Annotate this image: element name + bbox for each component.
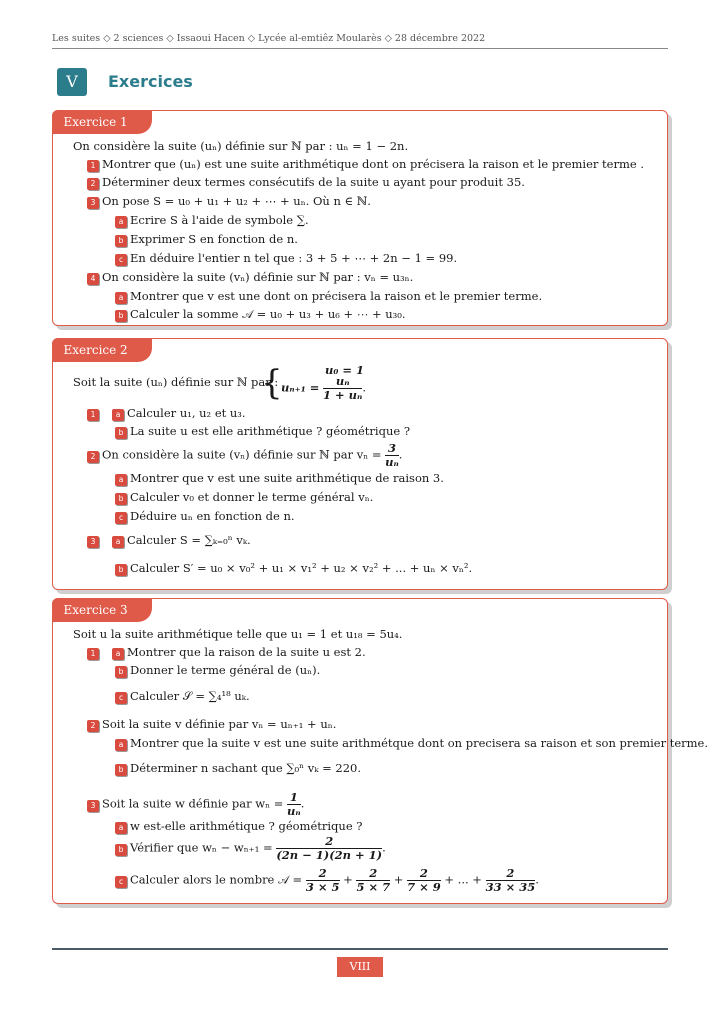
- ex2-intro: Soit la suite (uₙ) définie sur ℕ par :: [73, 375, 279, 389]
- exercise-1-box: [52, 110, 668, 326]
- ex2-q2c-text: Déduire uₙ en fonction de n.: [130, 509, 295, 523]
- letter-badge: a: [115, 292, 127, 304]
- ex1-q4a: [115, 289, 542, 304]
- letter-badge: a: [115, 739, 127, 751]
- ex1-intro: On considère la suite (uₙ) définie sur ℕ par : uₙ = 1 − 2n.: [73, 139, 409, 153]
- ex3-q3c-ellipsis: + ... +: [444, 872, 482, 887]
- exercise-3-title: Exercice 3: [52, 598, 152, 622]
- term-num: 2: [486, 867, 536, 881]
- letter-badge: a: [115, 822, 127, 834]
- ex3-q2a-text: Montrer que la suite v est une suite arithmétque dont on precisera sa raison et son premier terme.: [130, 736, 709, 750]
- letter-badge: b: [115, 844, 127, 856]
- ex3-q2b-text: Déterminer n sachant que ∑₀ⁿ vₖ = 220.: [130, 761, 362, 775]
- ex3-intro: Soit u la suite arithmétique telle que u₁ = 1 et u₁₈ = 5u₄.: [73, 627, 403, 641]
- term-den: 3 × 5: [305, 880, 340, 894]
- ex1-q2-text: Déterminer deux termes consécutifs de la suite u ayant pour produit 35.: [102, 175, 525, 189]
- term-den: 7 × 9: [407, 880, 441, 894]
- ex2-sys-lhs: uₙ₊₁ =: [281, 380, 320, 395]
- num-badge: 1: [87, 409, 99, 421]
- ex1-q3a-text: Ecrire S à l'aide de symbole ∑.: [130, 213, 309, 227]
- ex3-q1b-text: Donner le terme général de (uₙ).: [130, 663, 321, 677]
- exercise-3-box: [52, 598, 709, 904]
- ex3-q3c-term: [306, 867, 340, 894]
- term-num: 2: [407, 867, 441, 881]
- letter-badge: b: [115, 564, 127, 576]
- ex1-q1-text: Montrer que (uₙ) est une suite arithmétique dont on précisera la raison et le premier terme .: [102, 157, 644, 171]
- ex2-q1b: [115, 424, 410, 439]
- letter-badge: b: [115, 427, 127, 439]
- ex3-q3c-term: [486, 867, 536, 894]
- footer-rule: [52, 948, 668, 950]
- num-badge: 4: [87, 273, 99, 285]
- num-badge: 1: [87, 160, 99, 172]
- ex2-q1b-text: La suite u est elle arithmétique ? géométrique ?: [130, 424, 410, 438]
- page-number: VIII: [337, 957, 383, 977]
- ex3-q3-text: Soit la suite w définie par wₙ =: [102, 796, 284, 811]
- ex2-sys-den: 1 + uₙ: [323, 388, 363, 402]
- ex3-q3b-text: Vérifier que wₙ − wₙ₊₁ =: [130, 840, 273, 855]
- ex3-q1a-text: Montrer que la raison de la suite u est 2.: [127, 645, 366, 659]
- ex3-q1c: [115, 689, 250, 704]
- ex3-q3-frac: [287, 791, 301, 818]
- ex2-q2: 2 On considère la suite (vₙ) définie sur ℕ par vₙ = $\frac{3}{\text{uₙ}}$ .: [87, 442, 402, 469]
- header-rule: [52, 48, 668, 49]
- ex3-q3a: [115, 819, 362, 834]
- ex1-q3c: [115, 251, 457, 266]
- section-number-badge: V: [57, 68, 87, 96]
- num-badge: 3: [87, 197, 99, 209]
- num-badge: 3: [87, 800, 99, 812]
- ex1-q2: [87, 175, 525, 190]
- ex3-q3c-text: Calculer alors le nombre 𝒜 =: [130, 872, 303, 887]
- ex2-q1a: [87, 406, 246, 421]
- ex2-q3b: [115, 561, 472, 576]
- ex2-q2-num: 3: [385, 442, 399, 456]
- ex1-q4b: [115, 307, 406, 322]
- ex1-q3a: [115, 213, 309, 228]
- ex3-q3b: b Vérifier que wₙ − wₙ₊₁ = $\frac{2}{(2n - 1)(2n + 1)}$ .: [115, 835, 386, 862]
- exercise-1-title: Exercice 1: [52, 110, 152, 134]
- letter-badge: a: [115, 474, 127, 486]
- ex1-q4-text: On considère la suite (vₙ) définie sur ℕ par : vₙ = u₃ₙ.: [102, 270, 414, 284]
- letter-badge: a: [112, 536, 124, 548]
- ex1-q3b: [115, 232, 298, 247]
- ex2-q2c: [115, 509, 295, 524]
- term-den: 5 × 7: [356, 880, 391, 894]
- ex2-q2-frac: [385, 442, 399, 469]
- ex3-q1b: [115, 663, 320, 678]
- letter-badge: b: [115, 666, 127, 678]
- ex3-q3b-frac: [276, 835, 382, 862]
- num-badge: 2: [87, 178, 99, 190]
- ex2-q3b-text: Calculer S′ = u₀ × v₀² + u₁ × v₁² + u₂ × v₂² + ... + uₙ × vₙ².: [130, 561, 473, 575]
- ex2-q2-text: On considère la suite (vₙ) définie sur ℕ par vₙ =: [102, 447, 382, 462]
- ex1-q4: [87, 270, 413, 285]
- ex3-q1c-text: Calculer 𝒮 = ∑₄¹⁸ uₖ.: [130, 689, 250, 703]
- ex3-q3b-num: 2: [276, 835, 382, 849]
- page-header: Les suites ◇ 2 sciences ◇ Issaoui Hacen ◇ Lycée al-emtiêz Moularès ◇ 28 décembre 2022: [52, 33, 486, 44]
- brace: {: [261, 363, 283, 403]
- ex1-q4b-text: Calculer la somme 𝒜 = u₀ + u₃ + u₆ + ⋯ + u₃₀.: [130, 307, 406, 321]
- ex3-q3: 3 Soit la suite w définie par wₙ = $\frac{1}{\text{uₙ}}$ .: [87, 791, 304, 818]
- letter-badge: a: [112, 409, 124, 421]
- letter-badge: a: [115, 216, 127, 228]
- ex3-q3-den: uₙ: [287, 804, 301, 818]
- letter-badge: b: [115, 235, 127, 247]
- ex2-sys-recurrence: uₙ₊₁ = $\frac{\text{uₙ}}{\text{1 + uₙ}}$ .: [281, 374, 366, 402]
- term-num: 2: [306, 867, 340, 881]
- exercise-2-title: Exercice 2: [52, 338, 152, 362]
- ex2-sys-u0: u₀ = 1: [325, 363, 365, 377]
- letter-badge: c: [115, 876, 127, 888]
- ex2-q1a-text: Calculer u₁, u₂ et u₃.: [127, 406, 246, 420]
- ex1-q3b-text: Exprimer S en fonction de n.: [130, 232, 298, 246]
- letter-badge: c: [115, 254, 127, 266]
- letter-badge: b: [115, 310, 127, 322]
- num-badge: 1: [87, 648, 99, 660]
- ex2-q3a-text: Calculer S = ∑ₖ₌₀ⁿ vₖ.: [127, 533, 251, 547]
- ex3-q3-num: 1: [287, 791, 301, 805]
- term-den: 33 × 35: [485, 880, 536, 894]
- term-num: 2: [356, 867, 390, 881]
- ex3-q2a: [115, 736, 708, 751]
- ex3-q2b: [115, 761, 361, 776]
- letter-badge: b: [115, 493, 127, 505]
- ex2-q2-den: uₙ: [385, 455, 399, 469]
- num-badge: 3: [87, 536, 99, 548]
- ex2-sys-num: uₙ: [323, 375, 362, 389]
- ex3-q2-text: Soit la suite v définie par vₙ = uₙ₊₁ + uₙ.: [102, 717, 337, 731]
- exercise-2-box: [52, 338, 668, 590]
- ex3-q3c: c Calculer alors le nombre 𝒜 = $\frac{2}{3 \times 5}$ + $\frac{2}{5 \times 7}$ + $\frac{2}{7 \times 9}$ + ... + $\frac{2}{33 \times 35}$ .: [115, 867, 539, 894]
- ex1-q3: [87, 194, 371, 209]
- num-badge: 2: [87, 451, 99, 463]
- ex3-q3a-text: w est-elle arithmétique ? géométrique ?: [130, 819, 363, 833]
- ex3-q3b-den: (2n − 1)(2n + 1): [276, 848, 383, 862]
- ex2-q2a: [115, 471, 444, 486]
- letter-badge: b: [115, 764, 127, 776]
- letter-badge: c: [115, 512, 127, 524]
- ex3-q2: [87, 717, 336, 732]
- letter-badge: a: [112, 648, 124, 660]
- ex2-q2a-text: Montrer que v est une suite arithmétique de raison 3.: [130, 471, 444, 485]
- num-badge: 2: [87, 720, 99, 732]
- ex2-q2b-text: Calculer v₀ et donner le terme général vₙ.: [130, 490, 374, 504]
- ex2-sys-frac: [323, 375, 362, 402]
- ex3-q3c-term: [407, 867, 441, 894]
- ex1-q3-text: On pose S = u₀ + u₁ + u₂ + ⋯ + uₙ. Où n ∈ ℕ.: [102, 194, 371, 208]
- ex3-q3c-term: [356, 867, 390, 894]
- ex2-q3a: [87, 533, 251, 548]
- letter-badge: c: [115, 692, 127, 704]
- ex2-q2b: [115, 490, 373, 505]
- ex3-q1a: [87, 645, 366, 660]
- section-title: Exercices: [108, 72, 193, 91]
- ex1-q3c-text: En déduire l'entier n tel que : 3 + 5 + ⋯ + 2n − 1 = 99.: [130, 251, 458, 265]
- ex1-q4a-text: Montrer que v est une dont on précisera la raison et le premier terme.: [130, 289, 543, 303]
- ex1-q1: [87, 157, 644, 172]
